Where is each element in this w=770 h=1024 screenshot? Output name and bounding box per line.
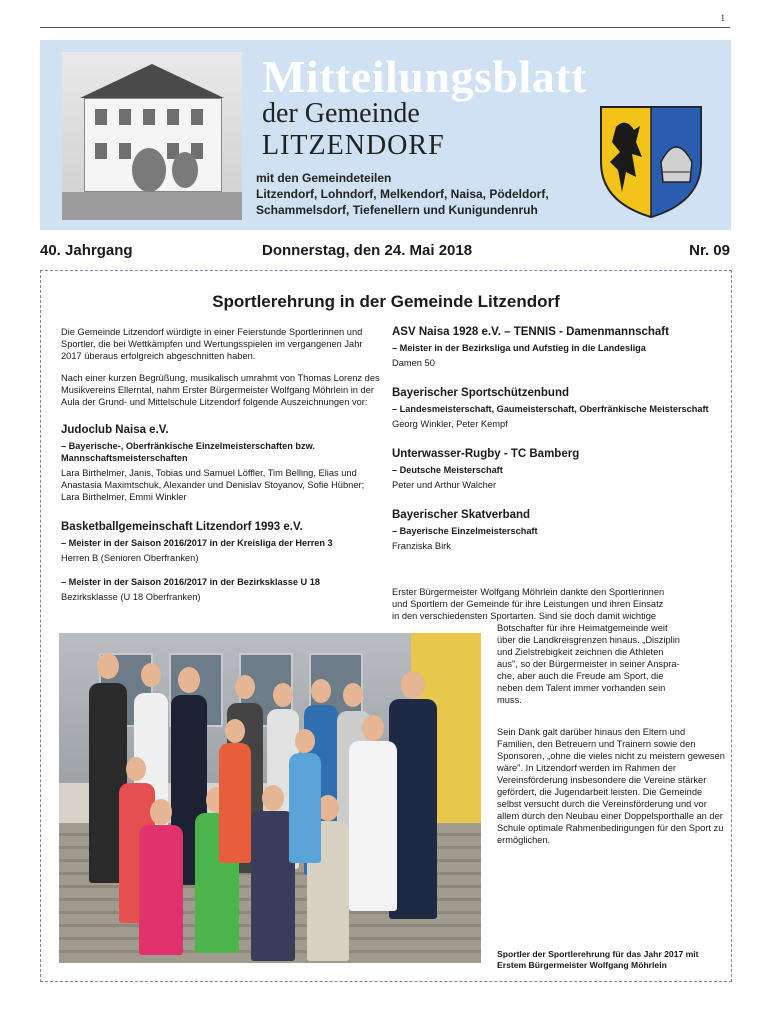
article-headline: Sportlerehrung in der Gemeinde Litzendorf bbox=[212, 292, 560, 311]
masthead-subtitle-2: LITZENDORF bbox=[262, 130, 445, 161]
basketball-heading: Basketballgemeinschaft Litzendorf 1993 e.V. bbox=[61, 521, 303, 533]
intro-paragraph-2: Nach einer kurzen Begrüßung, musikalisch umrahmt von Thomas Lorenz des Musikvereins Ellerntal, nahm Erster Bürgermeister Wolfgang Möhrlein in der Aula der Grund- und Mittelschule Litzendorf folgende Auszeichnungen vor: bbox=[61, 373, 380, 407]
top-rule bbox=[40, 27, 730, 28]
skat-heading: Bayerischer Skatverband bbox=[392, 509, 531, 521]
town-hall-photo bbox=[62, 52, 242, 220]
basketball-names-2: Bezirksklasse (U 18 Oberfranken) bbox=[61, 592, 201, 602]
closing-line: neben dem Talent immer vorhanden sein bbox=[497, 683, 666, 693]
coat-of-arms-icon bbox=[596, 102, 706, 220]
right-column bbox=[392, 326, 712, 564]
page-number: 1 bbox=[720, 13, 725, 23]
masthead-districts: mit den Gemeindeteilen Litzendorf, Lohndorf, Melkendorf, Naisa, Pödeldorf, Schammelsdorf, Tiefenellern und Kunigundenruh bbox=[256, 171, 549, 217]
judo-award: – Bayerische-, Oberfränkische Einzelmeisterschaften bzw. Mannschaftsmeisterschaften bbox=[61, 441, 315, 463]
basketball-names-1: Herren B (Senioren Oberfranken) bbox=[61, 553, 199, 563]
closing-line: in den verschiedensten Sportarten. Sind sie doch damit wichtige bbox=[392, 611, 657, 621]
basketball-award-2: – Meister in der Saison 2016/2017 in der Bezirksklasse U 18 bbox=[61, 577, 320, 587]
masthead-subtitle-1: der Gemeinde bbox=[262, 98, 420, 129]
closing-line: che, aber auch die Freude am Sport, die bbox=[497, 671, 664, 681]
volume-label: 40. Jahrgang bbox=[40, 242, 133, 259]
skat-award: – Bayerische Einzelmeisterschaft bbox=[392, 526, 538, 536]
basketball-award-1: – Meister in der Saison 2016/2017 in der Kreisliga der Herren 3 bbox=[61, 538, 333, 548]
shooting-heading: Bayerischer Sportschützenbund bbox=[392, 387, 570, 399]
masthead-banner bbox=[40, 40, 731, 230]
tennis-names: Damen 50 bbox=[392, 358, 435, 368]
issue-number: Nr. 09 bbox=[689, 242, 730, 259]
tennis-award: – Meister in der Bezirksliga und Aufstieg in die Landesliga bbox=[392, 343, 646, 353]
closing-line: muss. bbox=[497, 695, 522, 705]
closing-line: und Zielstrebigkeit zeichnen die Athleten bbox=[497, 647, 664, 657]
article-box bbox=[40, 270, 732, 982]
closing-line: Botschafter für ihre Heimatgemeinde weit bbox=[497, 623, 668, 633]
closing-line: Erster Bürgermeister Wolfgang Möhrlein dankte den Sportlerinnen bbox=[392, 587, 665, 597]
photo-caption: Sportler der Sportlerehrung für das Jahr 2017 mit Erstem Bürgermeister Wolfgang Möhrlein bbox=[497, 949, 699, 970]
closing-line: aus", so der Bürgermeister in seiner Anspra- bbox=[497, 659, 680, 669]
rugby-names: Peter und Arthur Walcher bbox=[392, 480, 497, 490]
left-column bbox=[61, 326, 381, 615]
shooting-names: Georg Winkler, Peter Kempf bbox=[392, 419, 508, 429]
issue-date: Donnerstag, den 24. Mai 2018 bbox=[262, 242, 473, 259]
team-photo bbox=[59, 633, 481, 963]
shooting-award: – Landesmeisterschaft, Gaumeisterschaft, Oberfränkische Meisterschaft bbox=[392, 404, 709, 414]
rugby-award: – Deutsche Meisterschaft bbox=[392, 465, 503, 475]
closing-line: und Sportlern der Gemeinde für ihre Leistungen und ihren Einsatz bbox=[392, 599, 664, 609]
rugby-heading: Unterwasser-Rugby - TC Bamberg bbox=[392, 448, 580, 460]
judo-heading: Judoclub Naisa e.V. bbox=[61, 424, 169, 436]
judo-names: Lara Birthelmer, Janis, Tobias und Samuel Löffler, Tim Belling, Elias und Anastasia Maximtschuk, Alexander und Denislav Stoyanov, Sofie Hübner; Lara Birthelmer, Emmi Winkler bbox=[61, 468, 365, 502]
skat-names: Franziska Birk bbox=[392, 541, 451, 551]
tennis-heading: ASV Naisa 1928 e.V. – TENNIS - Damenmannschaft bbox=[392, 326, 669, 338]
thanks-paragraph: Sein Dank galt darüber hinaus den Eltern und Familien, den Betreuern und Trainern sowie den Sponsoren, „ohne die vieles nicht zu meistern gewesen wäre". In Litzendorf werden im Rahmen der Vereinsförderung insbesondere die Vereine stärker gefördert, die Jugendarbeit leisten. Die Gemeinde selbst versucht durch die Vereinsförderung und vor allem durch den Neubau einer Doppelsporthalle an der Schule optimale Rahmenbedingungen für den Sport zu ermöglichen. bbox=[497, 727, 725, 845]
house-roof bbox=[80, 64, 224, 98]
intro-paragraph-1: Die Gemeinde Litzendorf würdigte in einer Feierstunde Sportlerinnen und Sportler, die bei Wettkämpfen und Wertungsspielen im vergangenen Jahr 2017 überaus erfolgreich abgeschnitten haben. bbox=[61, 327, 363, 361]
masthead-title: Mitteilungsblatt bbox=[262, 51, 587, 102]
closing-line: über die Landkreisgrenzen hinaus. „Disziplin bbox=[497, 635, 680, 645]
